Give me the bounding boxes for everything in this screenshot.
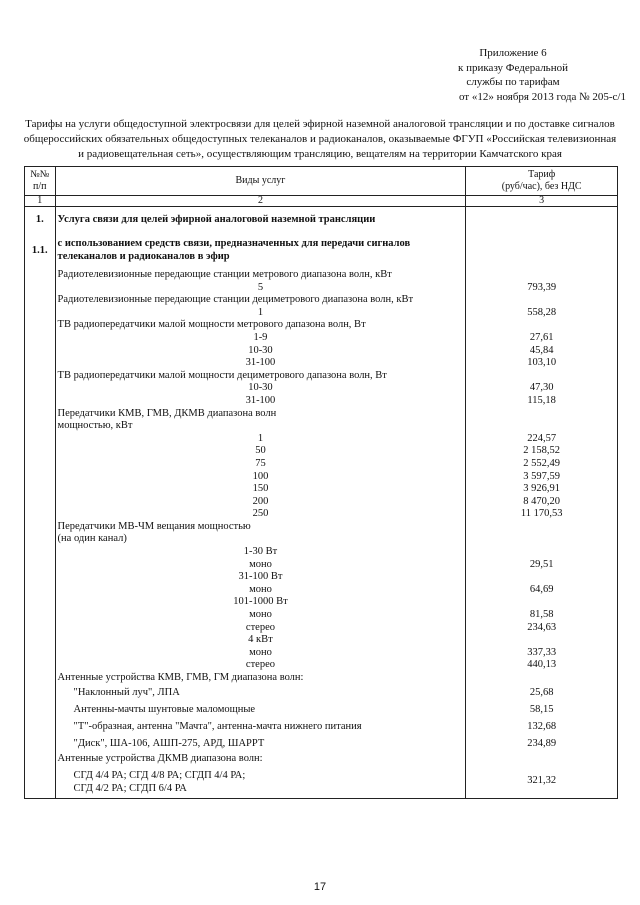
service-label: Передатчики КМВ, ГМВ, ДКМВ диапазона волн <box>55 408 466 421</box>
table-row <box>25 357 618 370</box>
header-number: №№ п/п <box>25 167 56 196</box>
tariff-value: 440,13 <box>466 659 618 672</box>
column-number: 1 <box>25 196 56 207</box>
tariff-value <box>466 571 618 584</box>
tariff-value <box>466 269 618 282</box>
row-number <box>25 546 56 559</box>
group-row <box>25 294 618 307</box>
document-title: Тарифы на услуги общедоступной электросвязи для целей эфирной наземной аналоговой трансляции и по доставке сигналов общероссийских обязательных общедоступных телеканалов и радиоканалов, оказываемые ФГУП «Российская телевизионная и радиовещательная сеть», осуществляющим трансляцию, вещателям на территории Камчатского края <box>23 118 617 160</box>
section-value <box>466 207 618 234</box>
row-number <box>25 584 56 597</box>
tariff-value: 47,30 <box>466 382 618 395</box>
table-row <box>25 571 618 584</box>
service-label: ТВ радиопередатчики малой мощности дециметрового дапазона волн, Вт <box>55 370 466 383</box>
table-row <box>25 736 618 753</box>
row-number <box>25 282 56 295</box>
tariff-value: 64,69 <box>466 584 618 597</box>
row-number <box>25 736 56 753</box>
page-number: 17 <box>313 881 327 893</box>
service-label: моно <box>55 647 466 660</box>
appendix-order-date: от «12» ноября 2013 года № 205-с/1 <box>458 90 626 103</box>
row-number <box>25 382 56 395</box>
service-label: Антенные устройства ДКМВ диапазона волн: <box>55 753 466 766</box>
service-label: "Наклонный луч", ЛПА <box>55 685 466 702</box>
tariff-value <box>466 753 618 766</box>
table-row <box>25 395 618 408</box>
service-label: Радиотелевизионные передающие станции дециметрового диапазона волн, кВт <box>55 294 466 307</box>
service-label: 10-30 <box>55 382 466 395</box>
tariff-table <box>24 166 618 799</box>
tariff-value <box>466 596 618 609</box>
tariff-value <box>466 634 618 647</box>
row-number <box>25 571 56 584</box>
row-number <box>25 294 56 307</box>
table-row <box>25 702 618 719</box>
row-number <box>25 307 56 320</box>
tariff-value <box>466 533 618 546</box>
service-label: стерео <box>55 659 466 672</box>
row-number <box>25 685 56 702</box>
tariff-value: 25,68 <box>466 685 618 702</box>
table-row <box>25 659 618 672</box>
row-number <box>25 533 56 546</box>
service-label: Радиотелевизионные передающие станции метрового диапазона волн, кВт <box>55 269 466 282</box>
section-label: Услуга связи для целей эфирной аналоговой наземной трансляции <box>55 207 466 234</box>
header-tariff <box>466 167 618 196</box>
service-label: 1-30 Вт <box>55 546 466 559</box>
row-number <box>25 445 56 458</box>
service-label: 250 <box>55 508 466 521</box>
tariff-value: 132,68 <box>466 719 618 736</box>
row-number <box>25 483 56 496</box>
row-number <box>25 458 56 471</box>
tariff-value <box>466 370 618 383</box>
column-number: 3 <box>466 196 618 207</box>
service-label: 10-30 <box>55 345 466 358</box>
table-row <box>25 433 618 446</box>
service-label: 101-1000 Вт <box>55 596 466 609</box>
service-label: 75 <box>55 458 466 471</box>
service-label: "Т"-образная, антенна "Мачта", антенна-мачта нижнего питания <box>55 719 466 736</box>
service-label <box>55 765 466 799</box>
service-label: 4 кВт <box>55 634 466 647</box>
tariff-value: 337,33 <box>466 647 618 660</box>
group-row <box>25 420 618 433</box>
service-label: Передатчики МВ-ЧМ вещания мощностью <box>55 521 466 534</box>
group-row <box>25 672 618 685</box>
service-label: 50 <box>55 445 466 458</box>
row-number <box>25 496 56 509</box>
tariff-value: 8 470,20 <box>466 496 618 509</box>
service-label: Антенны-мачты шунтовые маломощные <box>55 702 466 719</box>
group-row <box>25 753 618 766</box>
table-row <box>25 719 618 736</box>
row-number <box>25 370 56 383</box>
table-header-row <box>25 167 618 196</box>
section-number: 1. <box>25 207 56 234</box>
table-row <box>25 332 618 345</box>
service-label-line: СГД 4/4 РА; СГД 4/8 РА; СГДП 4/4 РА; <box>73 770 246 782</box>
service-label: мощностью, кВт <box>55 420 466 433</box>
service-label: 100 <box>55 471 466 484</box>
group-row <box>25 269 618 282</box>
row-number <box>25 319 56 332</box>
tariff-value: 45,84 <box>466 345 618 358</box>
tariff-value: 558,28 <box>466 307 618 320</box>
table-row <box>25 634 618 647</box>
service-label: 150 <box>55 483 466 496</box>
service-label: стерео <box>55 622 466 635</box>
tariff-value: 3 926,91 <box>466 483 618 496</box>
service-label: 5 <box>55 282 466 295</box>
row-number <box>25 471 56 484</box>
tariff-value: 234,63 <box>466 622 618 635</box>
tariff-value: 29,51 <box>466 559 618 572</box>
appendix-line: к приказу Федеральной <box>458 61 568 74</box>
table-row <box>25 584 618 597</box>
tariff-value: 2 552,49 <box>466 458 618 471</box>
service-label: 200 <box>55 496 466 509</box>
service-label: 1-9 <box>55 332 466 345</box>
row-number <box>25 622 56 635</box>
service-label-line: СГД 4/2 РА; СГДП 6/4 РА <box>73 782 187 794</box>
tariff-value: 11 170,53 <box>466 508 618 521</box>
subsection-label: с использованием средств связи, предназначенных для передачи сигналов телеканалов и радиоканалов в эфир <box>55 233 466 269</box>
service-label: 31-100 Вт <box>55 571 466 584</box>
table-row <box>25 559 618 572</box>
service-label: моно <box>55 609 466 622</box>
row-number <box>25 269 56 282</box>
subsection-number: 1.1. <box>25 233 56 269</box>
service-label: ТВ радиопередатчики малой мощности метрового дапазона волн, Вт <box>55 319 466 332</box>
table-row <box>25 307 618 320</box>
table-row <box>25 685 618 702</box>
tariff-value <box>466 319 618 332</box>
row-number <box>25 634 56 647</box>
service-label: 1 <box>55 307 466 320</box>
tariff-value <box>466 420 618 433</box>
row-number <box>25 345 56 358</box>
service-label: (на один канал) <box>55 533 466 546</box>
appendix-line: Приложение 6 <box>479 47 547 59</box>
table-row <box>25 546 618 559</box>
group-row <box>25 521 618 534</box>
tariff-value <box>466 521 618 534</box>
row-number <box>25 702 56 719</box>
column-number-row <box>25 196 618 207</box>
row-number <box>25 765 56 799</box>
row-number <box>25 659 56 672</box>
tariff-value: 27,61 <box>466 332 618 345</box>
tariff-value: 81,58 <box>466 609 618 622</box>
service-label: 31-100 <box>55 395 466 408</box>
group-row <box>25 319 618 332</box>
subsection-value <box>466 233 618 269</box>
table-row <box>25 382 618 395</box>
row-number <box>25 647 56 660</box>
row-number <box>25 395 56 408</box>
tariff-value: 321,32 <box>466 765 618 799</box>
table-row <box>25 496 618 509</box>
header-service-type: Виды услуг <box>55 167 466 196</box>
tariff-value: 103,10 <box>466 357 618 370</box>
row-number <box>25 420 56 433</box>
service-label: моно <box>55 584 466 597</box>
row-number <box>25 508 56 521</box>
table-row <box>25 622 618 635</box>
tariff-value: 234,89 <box>466 736 618 753</box>
tariff-value <box>466 546 618 559</box>
table-row <box>25 282 618 295</box>
service-label: моно <box>55 559 466 572</box>
table-row <box>25 508 618 521</box>
table-row <box>25 609 618 622</box>
row-number <box>25 357 56 370</box>
header-tariff-unit: (руб/час), без НДС <box>501 181 582 192</box>
table-row <box>25 596 618 609</box>
header-tariff-title: Тариф <box>528 169 556 180</box>
row-number <box>25 408 56 421</box>
row-number <box>25 753 56 766</box>
service-label: "Диск", ША-106, АШП-275, АРД, ШАРРТ <box>55 736 466 753</box>
row-number <box>25 672 56 685</box>
section-row <box>25 207 618 234</box>
row-number <box>25 521 56 534</box>
tariff-value: 2 158,52 <box>466 445 618 458</box>
appendix-header <box>388 46 638 104</box>
table-row <box>25 765 618 799</box>
group-row <box>25 533 618 546</box>
table-row <box>25 647 618 660</box>
service-label: 31-100 <box>55 357 466 370</box>
appendix-line: службы по тарифам <box>466 76 560 88</box>
tariff-value: 3 597,59 <box>466 471 618 484</box>
table-row <box>25 458 618 471</box>
row-number <box>25 609 56 622</box>
tariff-value: 58,15 <box>466 702 618 719</box>
tariff-value <box>466 672 618 685</box>
column-number: 2 <box>55 196 466 207</box>
row-number <box>25 719 56 736</box>
group-row <box>25 408 618 421</box>
row-number <box>25 559 56 572</box>
row-number <box>25 332 56 345</box>
table-row <box>25 345 618 358</box>
tariff-value <box>466 294 618 307</box>
table-row <box>25 471 618 484</box>
tariff-value: 115,18 <box>466 395 618 408</box>
subsection-row <box>25 233 618 269</box>
tariff-value: 224,57 <box>466 433 618 446</box>
table-row <box>25 445 618 458</box>
tariff-value <box>466 408 618 421</box>
group-row <box>25 370 618 383</box>
row-number <box>25 433 56 446</box>
table-row <box>25 483 618 496</box>
service-label: Антенные устройства КМВ, ГМВ, ГМ диапазона волн: <box>55 672 466 685</box>
row-number <box>25 596 56 609</box>
tariff-value: 793,39 <box>466 282 618 295</box>
service-label: 1 <box>55 433 466 446</box>
